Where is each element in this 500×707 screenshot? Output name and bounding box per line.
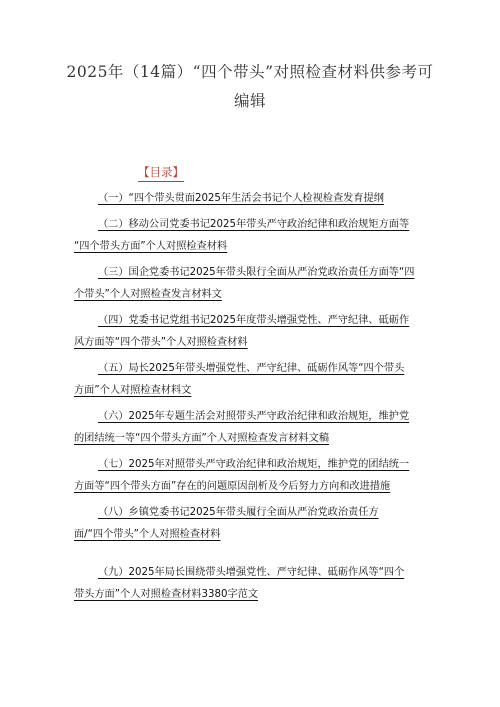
toc-entry-line	[74, 310, 430, 332]
toc-entry-9[interactable]	[74, 562, 430, 606]
toc-entry-line	[74, 284, 430, 306]
toc-entry-text[interactable]: 的团结统一等“四个带头方面”个人对照检查发言材料文稿	[74, 433, 330, 444]
toc-entry-text[interactable]: （九）2025年局长围绕带头增强党性、严守纪律、砥砺作风等“四个	[98, 567, 405, 578]
toc-entry-text[interactable]: “四个带头方面”个人对照检查材料	[74, 241, 228, 252]
document-title	[40, 58, 460, 116]
toc-entry-6[interactable]	[74, 406, 430, 450]
toc-entry-line	[74, 262, 430, 284]
toc-entry-8[interactable]	[74, 502, 430, 546]
toc-entry-line	[74, 476, 430, 498]
toc-entry-5[interactable]	[74, 358, 430, 402]
toc-entry-line	[74, 332, 430, 354]
toc-entry-4[interactable]	[74, 310, 430, 354]
toc-entry-text[interactable]: 风方面等“四个带头”个人对照检查材料	[74, 337, 248, 348]
toc-entry-text[interactable]: （四）党委书记党组书记2025年度带头增强党性、严守纪律、砥砺作	[98, 315, 410, 326]
document-title-line-1: 2025年（14篇）“四个带头”对照检查材料供参考可	[66, 63, 434, 81]
toc-entry-line	[74, 454, 430, 476]
toc-entry-text[interactable]: 个带头”个人对照检查发言材料文	[74, 289, 222, 300]
toc-entry-text[interactable]: （一）“四个带头贯面2025年生活会书记个人检视检查发育提纲	[98, 193, 384, 204]
toc-entry-text[interactable]: 带头方面”个人对照检查材料3380字范文	[74, 589, 259, 600]
toc-entry-text[interactable]: （七）2025年对照带头严守政治纪律和政治规矩，维护党的团结统一	[98, 459, 410, 470]
toc-entry-text[interactable]: （八）乡镇党委书记2025年带头履行全面从严治党政治责任方	[98, 507, 379, 518]
toc-entry-text[interactable]: 面/“四个带头”个人对照检查材料	[74, 529, 221, 540]
toc-entry-line	[74, 406, 430, 428]
toc-entry-line	[74, 188, 430, 210]
toc-entry-line	[74, 236, 430, 258]
toc-entry-text[interactable]: 方面”个人对照检查材料文	[74, 385, 192, 396]
toc-entry-line	[74, 562, 430, 584]
toc-entry-text[interactable]: （二）移动公司党委书记2025年带头严守政治纪律和政治规矩方面等	[98, 219, 410, 230]
document-title-line-2: 编辑	[233, 92, 266, 110]
toc-entry-line	[74, 502, 430, 524]
toc-entry-line	[74, 428, 430, 450]
table-of-contents	[74, 188, 430, 610]
toc-entry-line	[74, 524, 430, 546]
toc-entry-text[interactable]: （六）2025年专题生活会对照带头严守政治纪律和政治规矩，维护党	[98, 411, 410, 422]
toc-entry-7[interactable]	[74, 454, 430, 498]
toc-entry-line	[74, 380, 430, 402]
toc-entry-text[interactable]: 方面等“四个带头方面”存在的问题原因剖析及今后努力方向和改进措施	[74, 481, 391, 492]
toc-label: 【目录】	[138, 164, 184, 182]
toc-entry-line	[74, 214, 430, 236]
toc-entry-text[interactable]: （五）局长2025年带头增强党性、严守纪律、砥砺作风等“四个带头	[98, 363, 405, 374]
toc-entry-1[interactable]	[74, 188, 430, 210]
toc-entry-2[interactable]	[74, 214, 430, 258]
toc-entry-text[interactable]: （三）国企党委书记2025年带头限行全面从严治党政治责任方面等“四	[98, 267, 415, 278]
toc-entry-line	[74, 358, 430, 380]
toc-entry-3[interactable]	[74, 262, 430, 306]
toc-entry-line	[74, 584, 430, 606]
